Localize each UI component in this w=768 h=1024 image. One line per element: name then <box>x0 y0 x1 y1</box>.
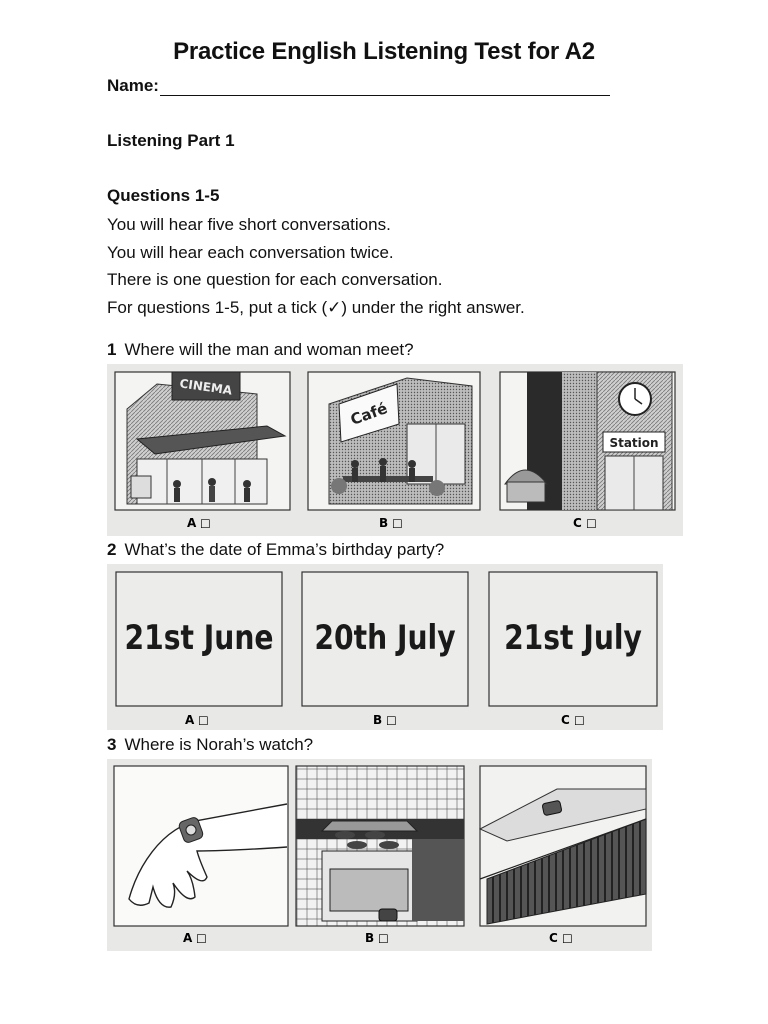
cinema-sign: CINEMA <box>178 376 233 398</box>
name-label: Name: <box>107 76 159 95</box>
question-number: 1 <box>107 340 117 359</box>
cafe-picture <box>308 372 480 510</box>
questions-heading: Questions 1-5 <box>107 186 220 205</box>
checkbox[interactable]: ☐ <box>198 714 209 728</box>
question-text: Where will the man and woman meet? <box>124 340 414 359</box>
option-label: B <box>365 931 375 945</box>
instruction-line: For questions 1-5, put a tick (✓) under the right answer. <box>107 298 525 318</box>
question-2 <box>107 540 444 560</box>
part-heading: Listening Part 1 <box>107 131 235 150</box>
checkbox[interactable]: ☐ <box>196 932 207 946</box>
option-label: C <box>561 713 570 727</box>
checkbox[interactable]: ☐ <box>200 517 211 531</box>
name-blank-line[interactable] <box>160 77 610 96</box>
page-title: Practice English Listening Test for A2 <box>173 38 595 65</box>
option-label: C <box>549 931 558 945</box>
station-sign: Station <box>609 436 659 450</box>
cinema-picture <box>115 372 290 510</box>
question-1 <box>107 340 414 360</box>
option-label: B <box>373 713 383 727</box>
checkbox[interactable]: ☐ <box>378 932 389 946</box>
question-text: Where is Norah’s watch? <box>124 735 314 754</box>
option-label: A <box>183 931 193 945</box>
wrist-picture <box>114 766 288 926</box>
question-text: What’s the date of Emma’s birthday party? <box>124 540 445 559</box>
station-picture <box>500 372 675 510</box>
option-label: B <box>379 516 389 530</box>
option-label: C <box>573 516 582 530</box>
checkbox[interactable]: ☐ <box>586 517 597 531</box>
bookshelf-picture <box>480 766 646 926</box>
question-2-pictures <box>107 564 663 730</box>
name-field[interactable] <box>107 76 610 96</box>
date-option-c: 21st July <box>504 618 642 658</box>
date-option-a: 21st June <box>124 618 274 658</box>
instruction-line: You will hear each conversation twice. <box>107 242 394 262</box>
date-option-b: 20th July <box>314 618 456 658</box>
checkbox[interactable]: ☐ <box>392 517 403 531</box>
instruction-line: You will hear five short conversations. <box>107 215 391 234</box>
question-3-pictures <box>107 759 652 951</box>
question-number: 2 <box>107 540 117 559</box>
question-number: 3 <box>107 735 117 754</box>
cafe-sign: Café <box>348 399 390 429</box>
checkbox[interactable]: ☐ <box>386 714 397 728</box>
question-1-pictures <box>107 364 683 536</box>
question-3 <box>107 735 313 755</box>
checkbox[interactable]: ☐ <box>562 932 573 946</box>
option-label: A <box>187 516 197 530</box>
instructions <box>107 211 525 322</box>
kitchen-picture <box>296 766 464 926</box>
instruction-line: There is one question for each conversation. <box>107 270 443 290</box>
option-label: A <box>185 713 195 727</box>
checkbox[interactable]: ☐ <box>574 714 585 728</box>
